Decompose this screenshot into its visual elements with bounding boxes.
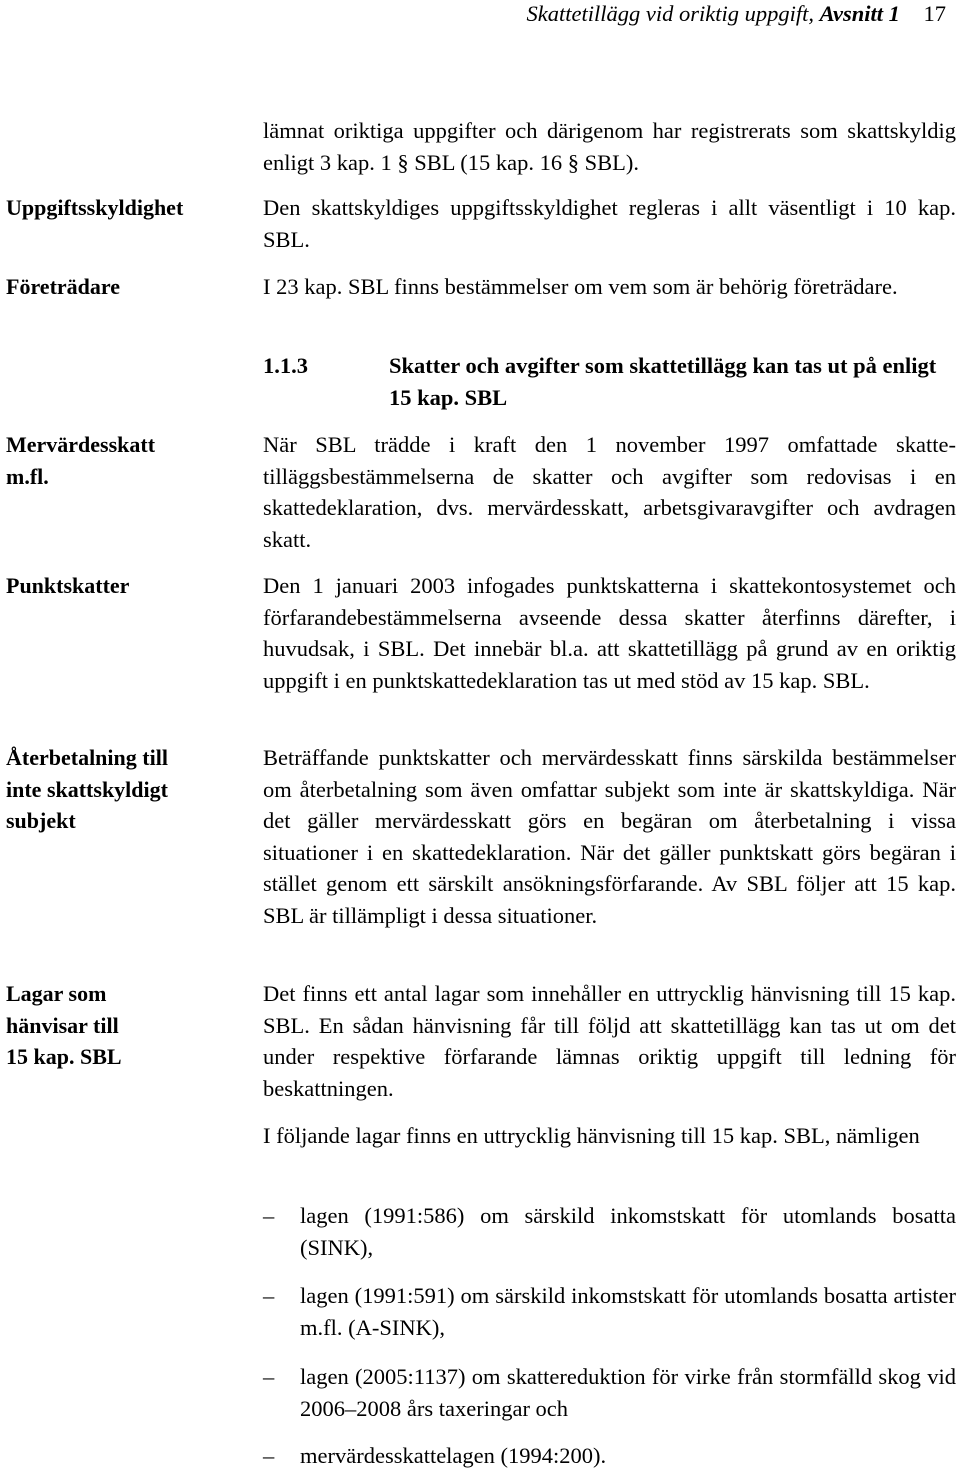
margin-heading-lagar: Lagar som hänvisar till 15 kap. SBL [6,981,122,1069]
list-item: – lagen (2005:1137) om skattereduktion för virke från stormfälld skog vid 2006–2008 års taxeringar och [263,1361,956,1425]
dash-bullet: – [263,1283,275,1308]
paragraph-foljande: I följande lagar finns en uttrycklig hänvisning till 15 kap. SBL, nämligen [263,1123,920,1148]
paragraph-foretradare: I 23 kap. SBL finns bestämmelser om vem som är behörig företrädare. [263,274,898,299]
dash-bullet: – [263,1443,275,1468]
margin-heading-punktskatter: Punktskatter [6,573,130,598]
margin-heading-aterbetalning: Återbetalning till inte skattskyldigt subjekt [6,745,168,833]
page-number: 17 [923,1,946,26]
list-item: – lagen (1991:591) om särskild inkomstskatt för utomlands bosatta artister m.fl. (A-SINK), [263,1280,956,1344]
paragraph-aterbetalning: Beträffande punktskatter och mervärdesskatt finns särskilda bestämmelser om återbetalning som även omfattar subjekt som inte är skattskyldiga. När det gäller mervärdesskatt görs en begäran om återbetalning i vissa situationer i en skattedeklaration. När det gäller punktskatt görs begäran i stället genom ett särskilt ansökningsförfarande. Av SBL följer att 15 kap. SBL är tillämpligt i dessa situationer. [263,745,956,928]
section-number: 1.1.3 [263,353,308,378]
paragraph-intro: lämnat oriktiga uppgifter och därigenom har registrerats som skattskyldig enligt 3 kap. 1 § SBL (15 kap. 16 § SBL). [263,118,956,175]
paragraph-lagar: Det finns ett antal lagar som innehåller en uttrycklig hänvisning till 15 kap. SBL. En sådan hänvisning får till följd att skattetillägg kan tas ut om det under respektive förfarande lämnas oriktig uppgift till ledning för beskattningen. [263,981,956,1101]
section-title: Skatter och avgifter som skattetillägg kan tas ut på enligt 15 kap. SBL [389,353,937,410]
page-header [527,0,946,28]
section-heading [263,350,956,414]
section-label: Avsnitt 1 [819,1,900,26]
dash-bullet: – [263,1203,275,1228]
running-title: Skattetillägg vid oriktig uppgift, [526,1,815,26]
dash-bullet: – [263,1364,275,1389]
margin-heading-foretradare: Företrädare [6,274,121,299]
paragraph-punktskatter: Den 1 januari 2003 infogades punktskatterna i skattekontosystemet och förfarandebestämmelserna avseende dessa skatter återfinns därefter, i huvudsak, i SBL. Det innebär bl.a. att skattetillägg på grund av en oriktig uppgift i en punktskattedeklaration tas ut med stöd av 15 kap. SBL. [263,573,956,693]
paragraph-mervardesskatt: När SBL trädde i kraft den 1 november 1997 omfattade skattetilläggsbestämmelserna de skatter och avgifter som redovisas i en skattedeklaration, dvs. mervärdesskatt, arbetsgivaravgifter och avdragen skatt. [263,432,956,552]
margin-heading-uppgiftsskyldighet: Uppgiftsskyldighet [6,195,184,220]
margin-heading-mervardesskatt: Mervärdesskatt m.fl. [6,432,156,489]
list-item: – lagen (1991:586) om särskild inkomstskatt för utomlands bosatta (SINK), [263,1200,956,1264]
list-item: – mervärdesskattelagen (1994:200). [263,1440,956,1472]
paragraph-uppgiftsskyldighet: Den skattskyldiges uppgiftsskyldighet regleras i allt väsentligt i 10 kap. SBL. [263,195,956,252]
